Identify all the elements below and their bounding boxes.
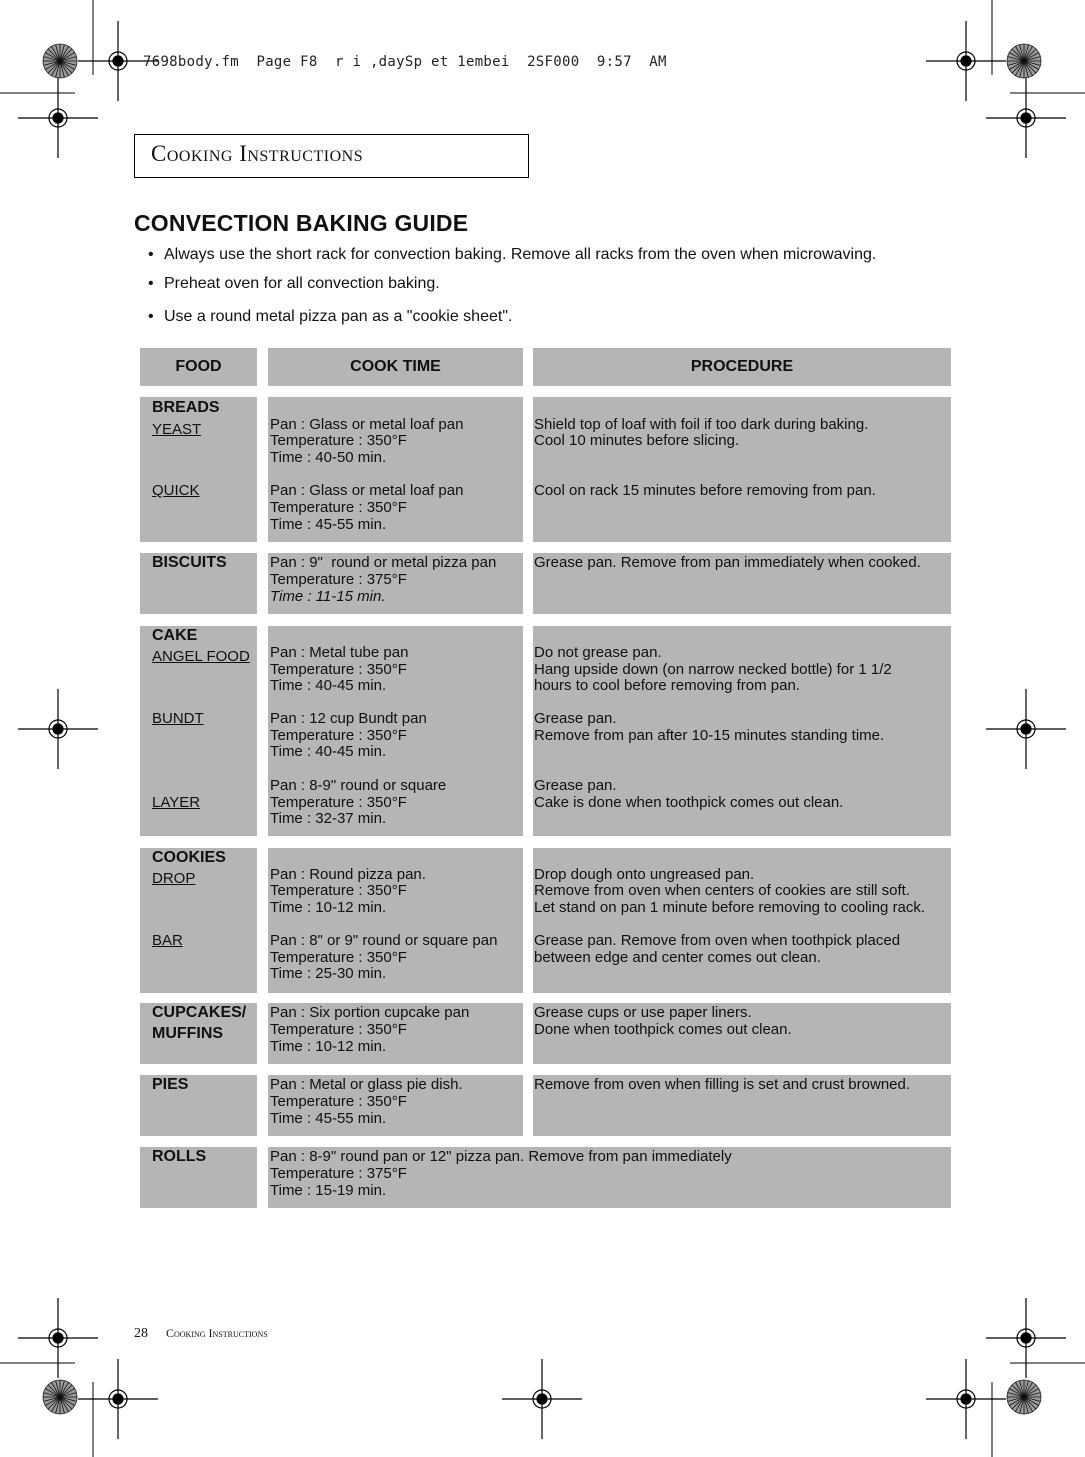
cook-time-cell-cupcakes bbox=[268, 1003, 523, 1064]
food-cell-breads bbox=[140, 397, 257, 542]
registration-target-icon bbox=[78, 1359, 158, 1439]
bullet-symbol: • bbox=[148, 308, 154, 325]
cook-time-line: Temperature : 350°F bbox=[270, 1021, 407, 1038]
cook-time-line: Time : 40-45 min. bbox=[270, 677, 387, 694]
procedure-cell-pies bbox=[533, 1075, 951, 1136]
procedure-line: Grease pan. Remove from oven when toothpick placed bbox=[534, 932, 901, 949]
column-header-food: FOOD bbox=[140, 348, 257, 386]
food-cell-biscuits bbox=[140, 553, 257, 614]
procedure-cell-biscuits bbox=[533, 553, 951, 614]
subcategory-label: BUNDT bbox=[152, 710, 204, 727]
cook-time-line: Temperature : 350°F bbox=[270, 661, 407, 678]
column-header-cook-time: COOK TIME bbox=[268, 348, 523, 386]
registration-target-icon bbox=[986, 689, 1066, 769]
registration-target-icon bbox=[986, 78, 1066, 158]
procedure-line: Do not grease pan. bbox=[534, 644, 662, 661]
subcategory-label: DROP bbox=[152, 870, 196, 887]
cook-time-line: Temperature : 350°F bbox=[270, 1093, 407, 1110]
cook-time-line: Pan : Glass or metal loaf pan bbox=[270, 482, 464, 499]
page-number: 28 bbox=[134, 1326, 148, 1341]
cook-time-line: Time : 45-55 min. bbox=[270, 1110, 387, 1127]
procedure-cell-cake bbox=[533, 626, 951, 836]
cook-time-line: Time : 11-15 min. bbox=[270, 588, 386, 605]
category-title: BISCUITS bbox=[152, 554, 227, 571]
food-cell-rolls bbox=[140, 1147, 257, 1208]
cook-time-line: Time : 10-12 min. bbox=[270, 899, 387, 916]
cook-time-line: Temperature : 350°F bbox=[270, 949, 407, 966]
procedure-line: Drop dough onto ungreased pan. bbox=[534, 866, 755, 883]
bullet-text: Preheat oven for all convection baking. bbox=[164, 275, 440, 292]
cook-time-line: Time : 32-37 min. bbox=[270, 810, 387, 827]
cook-time-line: Pan : Glass or metal loaf pan bbox=[270, 416, 464, 433]
cook-time-cell-pies bbox=[268, 1075, 523, 1136]
category-title: COOKIES bbox=[152, 849, 226, 866]
section-header-label: Cooking Instructions bbox=[151, 141, 364, 166]
cook-time-line: Pan : Metal tube pan bbox=[270, 644, 409, 661]
bullet-text: Always use the short rack for convection baking. Remove all racks from the oven when microwaving. bbox=[164, 246, 877, 263]
procedure-line: Grease pan. bbox=[534, 710, 617, 727]
procedure-line: Cool on rack 15 minutes before removing from pan. bbox=[534, 482, 876, 499]
cook-time-line: Pan : 8-9" round pan or 12" pizza pan. Remove from pan immediately bbox=[270, 1148, 732, 1165]
procedure-cell-breads bbox=[533, 397, 951, 542]
procedure-line: Cool 10 minutes before slicing. bbox=[534, 432, 740, 449]
cook-time-line: Temperature : 350°F bbox=[270, 727, 407, 744]
subcategory-label: YEAST bbox=[152, 421, 202, 438]
cook-time-line: Pan : Metal or glass pie dish. bbox=[270, 1076, 463, 1093]
cook-time-line: Time : 40-45 min. bbox=[270, 743, 387, 760]
registration-target-icon bbox=[18, 689, 98, 769]
bullet-symbol: • bbox=[148, 246, 154, 263]
bullet-symbol: • bbox=[148, 275, 154, 292]
food-cell-pies bbox=[140, 1075, 257, 1136]
starburst-registration-icon bbox=[43, 44, 77, 78]
cook-time-line: Time : 15-19 min. bbox=[270, 1182, 387, 1199]
cook-time-line: Temperature : 350°F bbox=[270, 499, 407, 516]
food-cell-cookies bbox=[140, 848, 257, 993]
procedure-line: Remove from oven when filling is set and crust browned. bbox=[534, 1076, 911, 1093]
procedure-line: Grease pan. Remove from pan immediately when cooked. bbox=[534, 554, 921, 571]
procedure-line: Hang upside down (on narrow necked bottle) for 1 1/2 bbox=[534, 661, 892, 678]
cook-time-line: Temperature : 350°F bbox=[270, 882, 407, 899]
category-title: ROLLS bbox=[152, 1148, 207, 1165]
procedure-line: Remove from pan after 10-15 minutes standing time. bbox=[534, 727, 885, 744]
starburst-registration-icon bbox=[1007, 44, 1041, 78]
category-title: BREADS bbox=[152, 399, 220, 416]
bullet-item bbox=[148, 308, 512, 326]
food-cell-cupcakes-muffins bbox=[140, 1003, 257, 1064]
procedure-line: Done when toothpick comes out clean. bbox=[534, 1021, 792, 1038]
cook-time-line: Pan : Six portion cupcake pan bbox=[270, 1004, 470, 1021]
category-title: PIES bbox=[152, 1076, 189, 1093]
subcategory-label: LAYER bbox=[152, 794, 201, 811]
procedure-line: hours to cool before removing from pan. bbox=[534, 677, 800, 694]
cook-time-line: Pan : 8-9" round or square bbox=[270, 777, 447, 794]
starburst-registration-icon bbox=[43, 1380, 77, 1414]
section-header-box bbox=[134, 134, 529, 178]
registration-target-icon bbox=[926, 21, 1006, 101]
procedure-line: Let stand on pan 1 minute before removing to cooling rack. bbox=[534, 899, 926, 916]
cook-time-line: Temperature : 350°F bbox=[270, 432, 407, 449]
procedure-line: Grease pan. bbox=[534, 777, 617, 794]
procedure-line: between edge and center comes out clean. bbox=[534, 949, 821, 966]
food-cell-cake bbox=[140, 626, 257, 836]
registration-target-icon bbox=[18, 1298, 98, 1378]
starburst-registration-icon bbox=[1007, 1380, 1041, 1414]
cook-time-cell-rolls bbox=[268, 1147, 951, 1208]
cook-time-cell-biscuits bbox=[268, 553, 523, 614]
cook-time-cell-cookies bbox=[268, 848, 523, 993]
cook-time-line: Pan : 9" round or metal pizza pan bbox=[270, 554, 497, 571]
registration-target-icon bbox=[986, 1298, 1066, 1378]
subcategory-label: ANGEL FOOD bbox=[152, 648, 250, 665]
registration-target-icon bbox=[926, 1359, 1006, 1439]
cook-time-line: Time : 45-55 min. bbox=[270, 516, 387, 533]
registration-target-icon bbox=[18, 78, 98, 158]
footer-section-title: Cooking Instructions bbox=[166, 1326, 268, 1340]
cook-time-line: Pan : 12 cup Bundt pan bbox=[270, 710, 427, 727]
print-job-line: 7698body.fm Page F8 r i ,daySp et 1embei 2SF000 9:57 AM bbox=[143, 54, 667, 70]
procedure-line: Remove from oven when centers of cookies are still soft. bbox=[534, 882, 910, 899]
bullet-item bbox=[148, 275, 440, 293]
procedure-line: Cake is done when toothpick comes out clean. bbox=[534, 794, 844, 811]
cook-time-line: Time : 40-50 min. bbox=[270, 449, 387, 466]
category-title: MUFFINS bbox=[152, 1025, 224, 1042]
cook-time-line: Pan : Round pizza pan. bbox=[270, 866, 426, 883]
procedure-line: Grease cups or use paper liners. bbox=[534, 1004, 752, 1021]
cook-time-line: Temperature : 375°F bbox=[270, 571, 407, 588]
bullet-text: Use a round metal pizza pan as a "cookie sheet". bbox=[164, 308, 513, 325]
cook-time-line: Temperature : 350°F bbox=[270, 794, 407, 811]
page-footer bbox=[134, 1326, 268, 1342]
cook-time-cell-cake bbox=[268, 626, 523, 836]
cook-time-line: Pan : 8" or 9" round or square pan bbox=[270, 932, 498, 949]
procedure-line: Shield top of loaf with foil if too dark during baking. bbox=[534, 416, 869, 433]
column-header-procedure: PROCEDURE bbox=[533, 348, 951, 386]
subcategory-label: QUICK bbox=[152, 482, 200, 499]
registration-target-icon bbox=[502, 1359, 582, 1439]
category-title: CUPCAKES/ bbox=[152, 1004, 247, 1021]
category-title: CAKE bbox=[152, 627, 198, 644]
cook-time-line: Time : 25-30 min. bbox=[270, 965, 387, 982]
cook-time-line: Temperature : 375°F bbox=[270, 1165, 407, 1182]
procedure-cell-cookies bbox=[533, 848, 951, 993]
cook-time-cell-breads bbox=[268, 397, 523, 542]
page-title: CONVECTION BAKING GUIDE bbox=[134, 210, 469, 236]
bullet-item bbox=[148, 246, 876, 264]
procedure-cell-cupcakes bbox=[533, 1003, 951, 1064]
cook-time-line: Time : 10-12 min. bbox=[270, 1038, 387, 1055]
subcategory-label: BAR bbox=[152, 932, 183, 949]
